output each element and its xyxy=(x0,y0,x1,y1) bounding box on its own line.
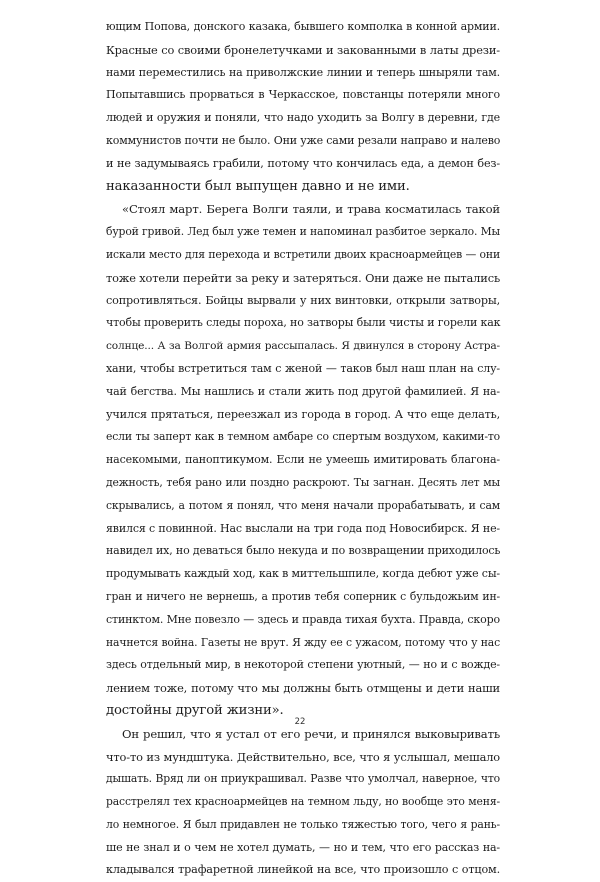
text-line: ше не знал и о чем не хотел думать, — но и тем, что его рассказ на- xyxy=(106,840,500,854)
text-line: нами переместились на приволжские линии и теперь шныряли там. xyxy=(106,65,500,79)
text-line: расстрелял тех красноармейцев на темном льду, но вообще это меня- xyxy=(106,795,500,809)
text-line: дышать. Вряд ли он приукрашивал. Разве что умолчал, наверное, что xyxy=(106,772,500,786)
text-line: Он решил, что я устал от его речи, и принялся выковыривать xyxy=(122,726,500,741)
text-line: стинктом. Мне повезло — здесь и правда тихая бухта. Правда, скоро xyxy=(106,612,500,626)
text-line: наказанности был выпущен давно и не ими. xyxy=(106,178,410,194)
text-line: гран и ничего не вернешь, а против тебя соперник с бульдожьим ин- xyxy=(106,589,500,603)
text-line: чтобы проверить следы пороха, но затворы были чисты и горели как xyxy=(106,316,501,330)
text-line: ющим Попова, донского казака, бывшего комполка в конной армии. xyxy=(106,20,500,33)
text-line: ло немногое. Я был придавлен не только тяжестью того, чего я рань- xyxy=(106,817,500,831)
body-text xyxy=(106,16,500,882)
text-line: искали место для перехода и встретили двоих красноармейцев — они xyxy=(106,247,500,261)
text-line: достойны другой жизни». xyxy=(106,702,284,718)
text-line: солнце... А за Волгой армия рассыпалась. Я двинулся в сторону Астра- xyxy=(106,340,500,353)
page-number: 22 xyxy=(294,717,306,727)
text-line: дежность, тебя рано или поздно раскроют. Ты загнан. Десять лет мы xyxy=(106,475,500,489)
text-line: чай бегства. Мы нашлись и стали жить под другой фамилией. Я на- xyxy=(106,384,500,398)
text-line: Красные со своими бронелетучками и закованными в латы дрези- xyxy=(106,42,500,57)
text-line: и не задумываясь грабили, потому что кончилась еда, а демон без- xyxy=(106,156,500,170)
text-line: явился с повинной. Нас выслали на три года под Новосибирск. Я не- xyxy=(106,521,500,535)
text-line: насекомыми, паноптикумом. Если не умеешь имитировать благона- xyxy=(106,453,500,467)
text-line: лением тоже, потому что мы должны быть отмщены и дети наши xyxy=(106,681,500,696)
text-line: кладывался трафаретной линейкой на все, что произошло с отцом. xyxy=(106,863,500,877)
text-line: людей и оружия и поняли, что надо уходить за Волгу в деревни, где xyxy=(106,111,500,125)
text-line: учился прятаться, переезжал из города в город. А что еще делать, xyxy=(106,407,500,421)
text-line: скрывались, а потом я понял, что меня начали прорабатывать, и сам xyxy=(106,498,500,512)
text-line: если ты заперт как в темном амбаре со спертым воздухом, какими-то xyxy=(106,430,500,444)
text-line: что-то из мундштука. Действительно, все, что я услышал, мешало xyxy=(106,749,500,764)
text-line: бурой гривой. Лед был уже темен и напоминал разбитое зеркало. Мы xyxy=(106,225,500,239)
text-line: тоже хотели перейти за реку и затеряться. Они даже не пытались xyxy=(106,270,500,285)
text-line: продумывать каждый ход, как в миттельшпиле, когда дебют уже сы- xyxy=(106,567,500,581)
text-line: здесь отдельный мир, в некоторой степени уютный, — но и с вожде- xyxy=(106,658,500,672)
text-line: хани, чтобы встретиться там с женой — таков был наш план на слу- xyxy=(106,361,500,375)
text-line: начнется война. Газеты не врут. Я жду ее с ужасом, потому что у нас xyxy=(106,635,500,649)
text-line: коммунистов почти не было. Они уже сами резали направо и налево xyxy=(106,133,501,147)
text-line: «Стоял март. Берега Волги таяли, и трава косматилась такой xyxy=(122,202,500,217)
text-line: Попытавшись прорваться в Черкасское, повстанцы потеряли много xyxy=(106,88,500,102)
text-line: сопротивляться. Бойцы вырвали у них винтовки, открыли затворы, xyxy=(106,293,500,307)
text-line: навидел их, но деваться было некуда и по возвращении приходилось xyxy=(106,544,501,558)
